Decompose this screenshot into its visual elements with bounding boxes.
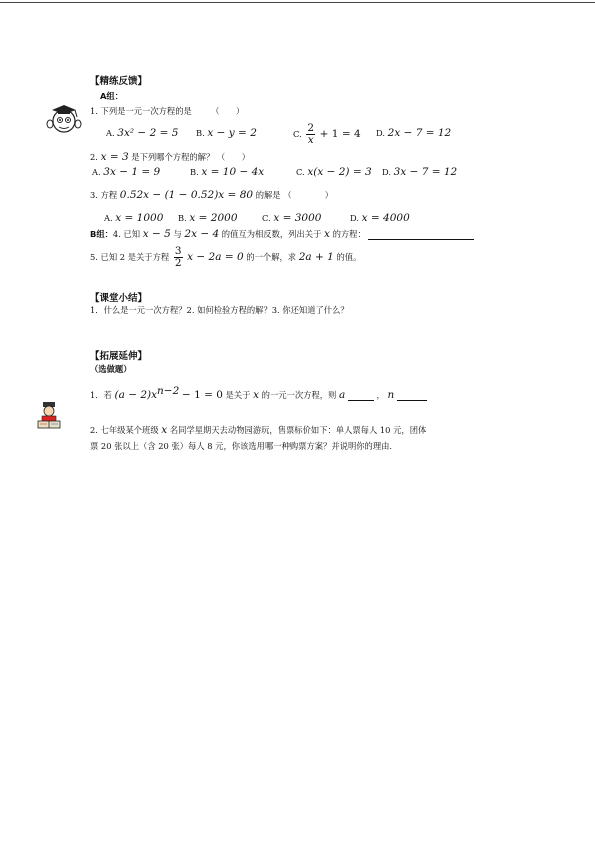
extend-q1: 1．若 $(a - 2)x^{n-2} - 1 = 0$ 是关于 x 的一元一次方程，则 a ， n	[90, 386, 427, 401]
q5-fraction: $\frac{3}{2}$	[174, 245, 182, 269]
extend-q1-a-blank[interactable]	[348, 400, 374, 401]
summary-heading: 【课堂小结】	[90, 293, 148, 304]
q2-stem: 2. x = 3 是下列哪个方程的解？ （ ）	[90, 151, 251, 163]
q2-option-b: B. x = 10 − 4x	[190, 166, 265, 178]
q1-option-b: B. x − y = 2	[196, 127, 257, 139]
q1-option-c: C. $\frac{2}{x}$ + 1 = 4	[293, 122, 361, 146]
extend-q2-line1: 2. 七年级某个班级 x 名同学星期天去动物园游玩，售票标价如下：单人票每人 10 元，团体	[90, 424, 427, 436]
q1-option-d: D. 2x − 7 = 12	[376, 127, 452, 139]
q2-option-d: D. 3x − 7 = 12	[382, 166, 458, 178]
extend-q2-line2: 票 20 张以上（含 20 张）每人 8 元，你该选用哪一种购票方案？并说明你的理由.	[90, 441, 393, 451]
extend-heading: 【拓展延伸】	[90, 351, 148, 362]
practice-heading: 【精练反馈】	[90, 76, 148, 87]
q3-stem: 3. 方程 0.52x − (1 − 0.52)x = 80 的解是 （ ）	[90, 189, 334, 201]
q1-option-c-fraction: $\frac{2}{x}$	[307, 122, 315, 146]
group-a-label: A组：	[100, 91, 124, 101]
q2-option-c: C. x(x − 2) = 3	[296, 166, 372, 178]
q1-stem: 1. 下列是一元一次方程的是 （ ）	[90, 106, 245, 116]
q5-stem: 5. 已知 2 是关于方程 $\frac{3}{2}$ x − 2a = 0 的一个解，求 2a + 1 的值。	[90, 245, 362, 269]
page-top-border	[0, 2, 595, 3]
optional-label: （选做题）	[90, 364, 132, 374]
q3-option-b: B. x = 2000	[178, 212, 238, 224]
extend-q1-n-blank[interactable]	[397, 400, 427, 401]
q3-option-a: A. x = 1000	[104, 212, 164, 224]
reading-student-icon	[36, 400, 62, 430]
student-cartoon-icon	[46, 102, 82, 136]
group-b-label: B组：	[90, 229, 113, 239]
q3-option-d: D. x = 4000	[350, 212, 410, 224]
q4-answer-blank[interactable]	[368, 239, 474, 240]
q1-option-a: A. 3x² − 2 = 5	[106, 127, 179, 139]
q2-option-a: A. 3x − 1 = 9	[92, 166, 161, 178]
q3-option-c: C. x = 3000	[262, 212, 322, 224]
q4-stem: B组：4. 已知 x − 5 与 2x − 4 的值互为相反数，列出关于 x 的方程：	[90, 229, 474, 240]
summary-text: 1．什么是一元一次方程？2. 如何检验方程的解？3. 你还知道了什么？	[90, 305, 349, 315]
